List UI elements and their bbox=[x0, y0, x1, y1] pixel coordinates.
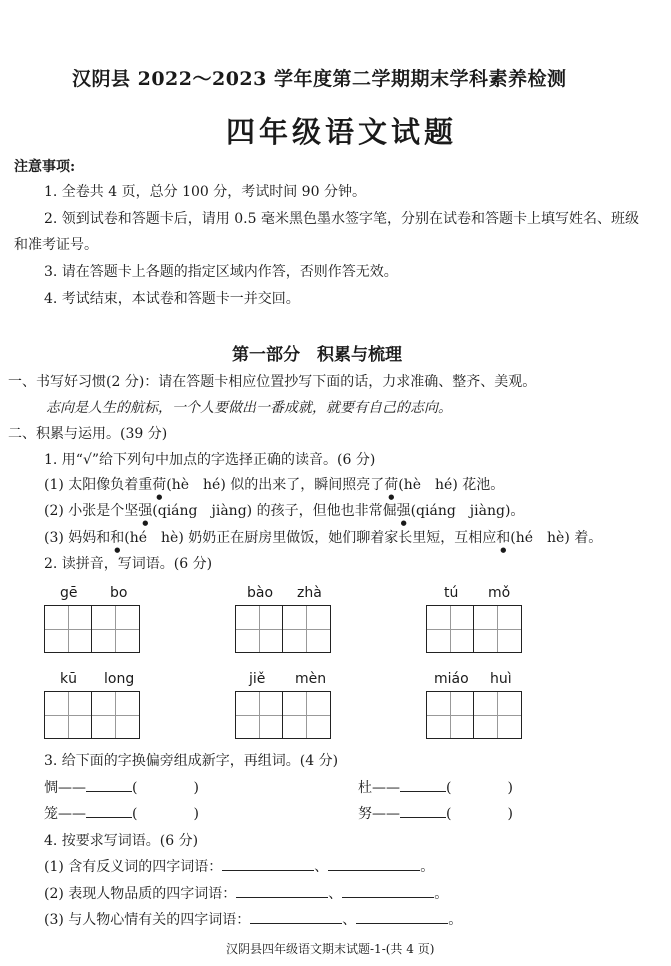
radical-item bbox=[44, 803, 199, 823]
answer-blank[interactable] bbox=[86, 817, 132, 818]
note-item-2-cont: 和准考证号。 bbox=[14, 237, 98, 253]
word-req-item bbox=[44, 909, 462, 929]
q2-s1-line1 bbox=[44, 474, 504, 501]
end-mark: 。 bbox=[448, 912, 463, 928]
dotted-char: 强 bbox=[138, 503, 153, 519]
page-footer: 汉阴县四年级语文期末试题-1-(共 4 页) bbox=[226, 942, 435, 956]
answer-blank[interactable] bbox=[222, 870, 314, 871]
pinyin-text: mǒ bbox=[488, 585, 511, 601]
writing-cell[interactable] bbox=[283, 605, 331, 653]
dotted-char: 荷 bbox=[384, 477, 399, 493]
pinyin-word-grid bbox=[235, 585, 335, 655]
answer-blank[interactable] bbox=[356, 923, 448, 924]
pinyin-text: bào bbox=[247, 585, 274, 601]
q2-s2-prompt: 2. 读拼音，写词语。(6 分) bbox=[44, 556, 213, 572]
q2-s3-prompt: 3. 给下面的字换偏旁组成新字，再组词。(4 分) bbox=[44, 753, 339, 769]
pinyin-text: jiě bbox=[249, 671, 266, 687]
pinyin-text: gē bbox=[60, 585, 78, 601]
word-req-item bbox=[44, 883, 448, 903]
line-text: (2) 小张是个坚 bbox=[44, 503, 139, 519]
pinyin-text: mèn bbox=[295, 671, 327, 687]
answer-blank[interactable] bbox=[342, 897, 434, 898]
word-req-item bbox=[44, 856, 434, 876]
answer-blank[interactable] bbox=[328, 870, 420, 871]
pinyin-text: huì bbox=[490, 671, 512, 687]
pinyin-text: tú bbox=[444, 585, 459, 601]
line-text: (3) 妈妈和 bbox=[44, 530, 111, 546]
paren-blank[interactable]: ( ) bbox=[132, 806, 199, 822]
subject-title: 四年级语文试题 bbox=[226, 115, 458, 149]
note-item-3: 3. 请在答题卡上各题的指定区域内作答，否则作答无效。 bbox=[44, 264, 398, 280]
writing-cell[interactable] bbox=[283, 691, 331, 739]
answer-blank[interactable] bbox=[400, 817, 446, 818]
q2-s1-line2 bbox=[44, 500, 524, 527]
radical-char: 笼—— bbox=[44, 806, 86, 822]
line-text: (hé hè) 奶奶正在厨房里做饭，她们聊着家长里短，互相应 bbox=[124, 530, 497, 546]
pinyin-text: kū bbox=[60, 671, 77, 687]
line-text: (hè hé) 似的出来了，瞬间照亮了 bbox=[166, 477, 385, 493]
pinyin-word-grid bbox=[426, 671, 526, 741]
writing-cell[interactable] bbox=[426, 691, 474, 739]
pinyin-text: zhà bbox=[297, 585, 322, 601]
writing-cell[interactable] bbox=[474, 691, 522, 739]
dotted-char: 和 bbox=[110, 530, 125, 546]
line-text: (hè hé) 花池。 bbox=[398, 477, 505, 493]
notes-heading: 注意事项: bbox=[14, 159, 76, 175]
line-text: (hé hè) 着。 bbox=[510, 530, 603, 546]
line-text: (qiáng jiàng)。 bbox=[410, 503, 525, 519]
pinyin-text: long bbox=[104, 671, 135, 687]
pinyin-word-grid bbox=[44, 585, 144, 655]
answer-blank[interactable] bbox=[250, 923, 342, 924]
writing-cell[interactable] bbox=[44, 691, 92, 739]
pinyin-text: miáo bbox=[434, 671, 469, 687]
writing-cell[interactable] bbox=[426, 605, 474, 653]
q2-s4-prompt: 4. 按要求写词语。(6 分) bbox=[44, 833, 199, 849]
writing-cell[interactable] bbox=[235, 605, 283, 653]
end-mark: 。 bbox=[434, 886, 449, 902]
pinyin-word-grid bbox=[44, 671, 144, 741]
separator: 、 bbox=[314, 859, 329, 875]
answer-blank[interactable] bbox=[400, 791, 446, 792]
answer-blank[interactable] bbox=[236, 897, 328, 898]
word-req-label: (2) 表现人物品质的四字词语： bbox=[44, 886, 237, 902]
line-text: (qiáng jiàng) 的孩子，但他也非常倔 bbox=[152, 503, 397, 519]
pinyin-text: bo bbox=[110, 585, 128, 601]
word-req-label: (3) 与人物心情有关的四字词语： bbox=[44, 912, 251, 928]
dotted-char: 和 bbox=[496, 530, 511, 546]
note-item-1: 1. 全卷共 4 页，总分 100 分，考试时间 90 分钟。 bbox=[44, 184, 366, 200]
answer-blank[interactable] bbox=[86, 791, 132, 792]
word-req-label: (1) 含有反义词的四字词语： bbox=[44, 859, 223, 875]
note-item-2: 2. 领到试卷和答题卡后，请用 0.5 毫米黑色墨水签字笔，分别在试卷和答题卡上填写姓名、班级 bbox=[44, 211, 639, 227]
paren-blank[interactable]: ( ) bbox=[446, 806, 513, 822]
writing-cell[interactable] bbox=[474, 605, 522, 653]
pinyin-word-grid bbox=[426, 585, 526, 655]
radical-item bbox=[358, 803, 513, 823]
q1-sentence: 志向是人生的航标，一个人要做出一番成就，就要有自己的志向。 bbox=[46, 400, 452, 416]
line-text: (1) 太阳像负着重 bbox=[44, 477, 153, 493]
writing-cell[interactable] bbox=[235, 691, 283, 739]
radical-item bbox=[358, 777, 513, 797]
q1-heading: 一、书写好习惯(2 分)：请在答题卡相应位置抄写下面的话，力求准确、整齐、美观。 bbox=[8, 374, 537, 390]
part-title: 第一部分 积累与梳理 bbox=[232, 345, 402, 365]
radical-char: 杜—— bbox=[358, 780, 400, 796]
q2-s1-prompt: 1. 用“√”给下列句中加点的字选择正确的读音。(6 分) bbox=[44, 452, 376, 468]
writing-cell[interactable] bbox=[92, 691, 140, 739]
radical-item bbox=[44, 777, 199, 797]
separator: 、 bbox=[328, 886, 343, 902]
q2-heading: 二、积累与运用。(39 分) bbox=[8, 426, 168, 442]
end-mark: 。 bbox=[420, 859, 435, 875]
note-item-4: 4. 考试结束，本试卷和答题卡一并交回。 bbox=[44, 291, 300, 307]
separator: 、 bbox=[342, 912, 357, 928]
radical-char: 惆—— bbox=[44, 780, 86, 796]
dotted-char: 荷 bbox=[152, 477, 167, 493]
writing-cell[interactable] bbox=[92, 605, 140, 653]
exam-title: 汉阴县 2022～2023 学年度第二学期期末学科素养检测 bbox=[72, 68, 567, 90]
paren-blank[interactable]: ( ) bbox=[446, 780, 513, 796]
writing-cell[interactable] bbox=[44, 605, 92, 653]
dotted-char: 强 bbox=[396, 503, 411, 519]
radical-char: 努—— bbox=[358, 806, 400, 822]
paren-blank[interactable]: ( ) bbox=[132, 780, 199, 796]
q2-s1-line3 bbox=[44, 527, 602, 554]
pinyin-word-grid bbox=[235, 671, 335, 741]
